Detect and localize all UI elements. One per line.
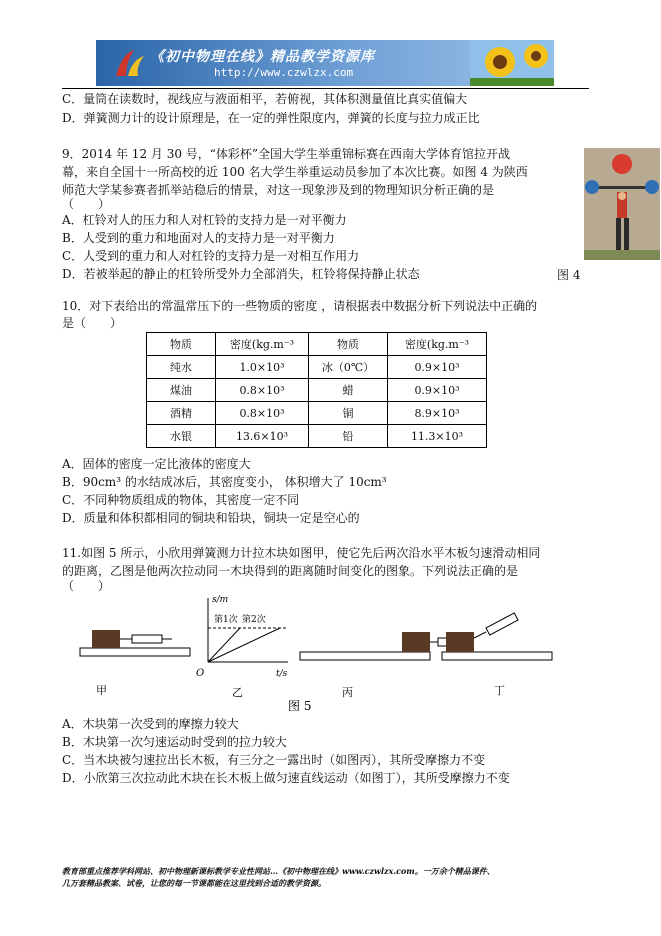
graph-origin-label: O xyxy=(196,668,205,679)
footer-line-1: 教育部重点推荐学科网站、初中物理新课标教学专业性网站…《初中物理在线》www.czwlzx.com。一万余个精品课件、 xyxy=(62,866,495,876)
table-cell: 酒精 xyxy=(147,402,216,425)
table-header-cell: 密度(kg.m⁻³ xyxy=(388,333,487,356)
figure-ding xyxy=(442,613,552,697)
q8-option-c: C．量筒在读数时，视线应与液面相平，若俯视，其体积测量值比真实值偏大 xyxy=(62,92,468,106)
site-logo-icon xyxy=(112,46,148,82)
table-row xyxy=(147,379,487,402)
banner-url: http://www.czwlzx.com xyxy=(214,66,354,79)
table-cell: 蜡 xyxy=(309,379,388,402)
figure-label-ding: 丁 xyxy=(494,684,505,697)
figure-yi-graph xyxy=(196,595,288,699)
graph-x-axis-label: t/s xyxy=(276,669,288,679)
q11-option-b: B．木块第一次匀速运动时受到的拉力较大 xyxy=(62,735,287,749)
table-cell: 1.0×10³ xyxy=(216,356,309,379)
figure-5-caption: 图 5 xyxy=(288,699,312,712)
table-cell: 煤油 xyxy=(147,379,216,402)
table-cell: 13.6×10³ xyxy=(216,425,309,448)
q11-option-d: D．小欣第三次拉动此木块在长木板上做匀速直线运动（如图丁），其所受摩擦力不变 xyxy=(62,771,510,785)
q9-option-a: A．杠铃对人的压力和人对杠铃的支持力是一对平衡力 xyxy=(62,213,347,227)
q9-stem-line-2: 幕，来自全国十一所高校的近 100 名大学生举重运动员参加了本次比赛。如图 4 为陕西 xyxy=(62,165,528,179)
q10-option-a: A．固体的密度一定比液体的密度大 xyxy=(62,457,251,471)
table-cell: 铜 xyxy=(309,402,388,425)
density-table xyxy=(146,332,487,448)
q11-option-a: A．木块第一次受到的摩擦力较大 xyxy=(62,717,239,731)
q9-option-d: D．若被举起的静止的杠铃所受外力全部消失，杠铃将保持静止状态 xyxy=(62,267,420,281)
q9-option-c: C．人受到的重力和人对杠铃的支持力是一对相互作用力 xyxy=(62,249,360,263)
table-cell: 0.8×10³ xyxy=(216,379,309,402)
q10-stem-line-2: 是（ ） xyxy=(62,316,123,330)
q9-stem-line-1: 9．2014 年 12 月 30 号，“体彩杯”全国大学生举重锦标赛在西南大学体育馆拉开战 xyxy=(62,147,511,161)
table-cell: 0.9×10³ xyxy=(388,356,487,379)
table-cell: 铅 xyxy=(309,425,388,448)
figure-label-bing: 丙 xyxy=(342,686,353,699)
table-row xyxy=(147,356,487,379)
q9-stem-line-3: 师范大学某参赛者抓举站稳后的情景，对这一现象涉及到的物理知识分析正确的是 xyxy=(62,183,495,197)
q11-stem-line-3: （ ） xyxy=(62,579,111,593)
table-header-cell: 物质 xyxy=(147,333,216,356)
q11-stem-line-1: 11.如图 5 所示，小欣用弹簧测力计拉木块如图甲，使它先后两次沿水平木板匀速滑动相同 xyxy=(62,546,541,560)
series-label-second: 第2次 xyxy=(242,615,266,625)
q10-option-c: C．不同种物质组成的物体，其密度一定不同 xyxy=(62,493,300,507)
table-row xyxy=(147,402,487,425)
page-footer xyxy=(62,865,622,889)
header-rule xyxy=(62,88,589,89)
table-header-cell: 物质 xyxy=(309,333,388,356)
figure-label-yi: 乙 xyxy=(232,686,243,699)
banner-title: 《初中物理在线》精品教学资源库 xyxy=(150,49,375,65)
q10-stem-line-1: 10．对下表给出的常温常压下的一些物质的密度 ，请根据表中数据分析下列说法中正确的 xyxy=(62,299,538,313)
footer-line-2: 几万套精品教案、试卷，让您的每一节课都能在这里找到合适的教学资源。 xyxy=(62,878,326,888)
series-line-second xyxy=(208,628,280,662)
q11-stem-line-2: 的距离，乙图是他两次拉动同一木块得到的距离随时间变化的图象。下列说法正确的是 xyxy=(62,564,519,578)
series-label-first: 第1次 xyxy=(214,615,238,625)
table-cell: 8.9×10³ xyxy=(388,402,487,425)
series-line-first xyxy=(208,628,240,662)
table-cell: 水银 xyxy=(147,425,216,448)
q9-stem-line-4: （ ） xyxy=(62,197,111,211)
q10-option-d: D．质量和体积都相同的铜块和铅块，铜块一定是空心的 xyxy=(62,511,360,525)
q11-option-c: C．当木块被匀速拉出长木板，有三分之一露出时（如图丙），其所受摩擦力不变 xyxy=(62,753,486,767)
table-header-cell: 密度(kg.m⁻³ xyxy=(216,333,309,356)
q9-option-b: B．人受到的重力和地面对人的支持力是一对平衡力 xyxy=(62,231,335,245)
figure-jia xyxy=(80,630,190,697)
figure-bing xyxy=(300,632,466,699)
table-cell: 冰（0℃） xyxy=(309,356,388,379)
table-cell: 11.3×10³ xyxy=(388,425,487,448)
q8-option-d: D．弹簧测力计的设计原理是，在一定的弹性限度内，弹簧的长度与拉力成正比 xyxy=(62,111,480,125)
figure-5 xyxy=(62,592,602,712)
table-row xyxy=(147,425,487,448)
figure-4-label: 图 4 xyxy=(557,268,581,282)
graph-y-axis-label: s/m xyxy=(212,595,229,605)
sunflower-image xyxy=(470,40,554,86)
table-cell: 0.9×10³ xyxy=(388,379,487,402)
figure-label-jia: 甲 xyxy=(96,684,107,697)
table-header-row xyxy=(147,333,487,356)
table-cell: 0.8×10³ xyxy=(216,402,309,425)
table-cell: 纯水 xyxy=(147,356,216,379)
weightlifter-photo xyxy=(584,148,660,260)
q10-option-b: B．90cm³ 的水结成冰后，其密度变小， 体积增大了 10cm³ xyxy=(62,475,387,489)
